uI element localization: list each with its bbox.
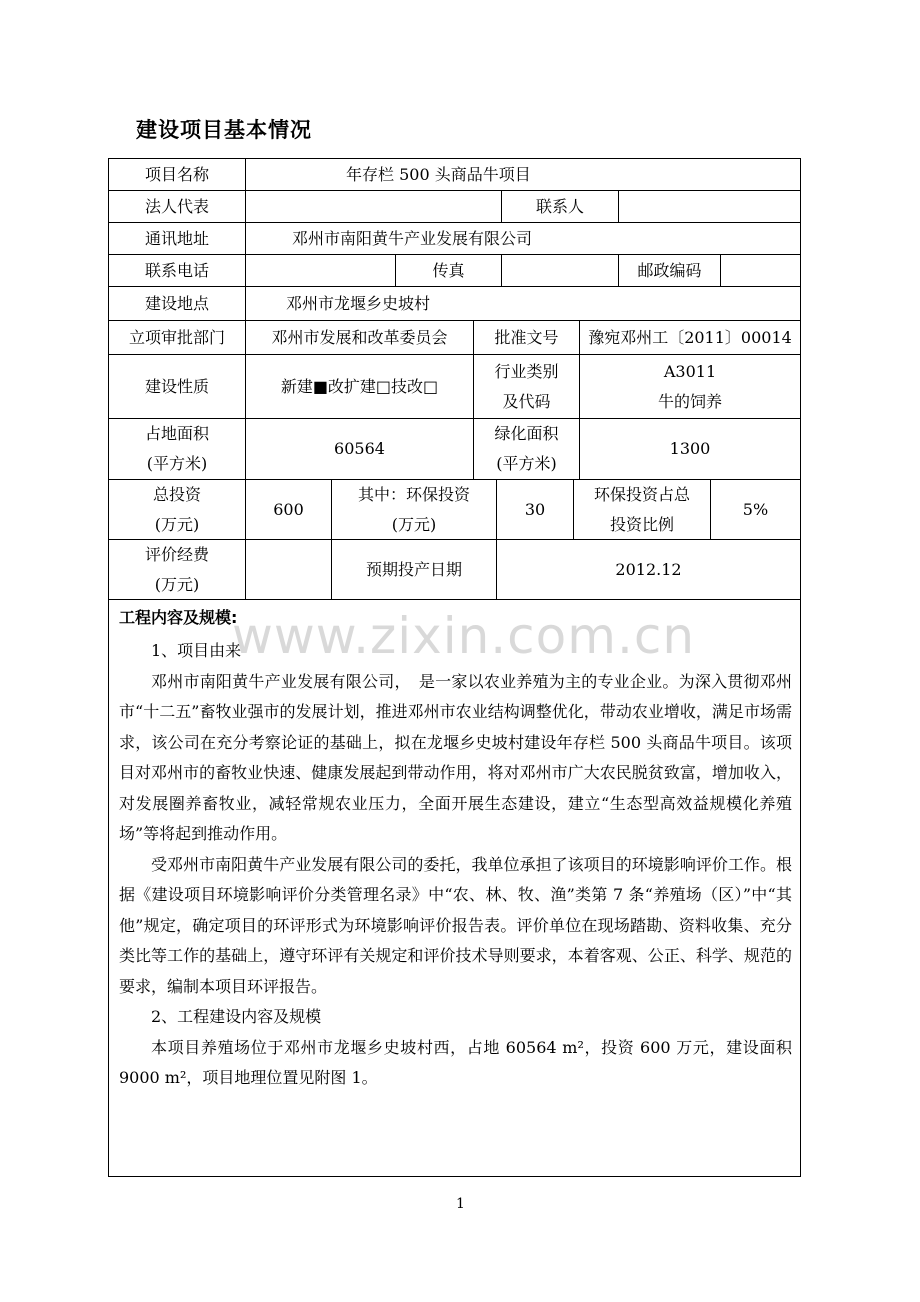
green-label-line2: (平方米) <box>496 454 557 473</box>
paragraph-commission: 受邓州市南阳黄牛产业发展有限公司的委托，我单位承担了该项目的环境影响评价工作。根据《建设项目环境影响评价分类管理名录》中“农、林、牧、渔”类第 7 条“养殖场（区）”中“其他”规定，确定项目的环评形式为环境影响评价报告表。评价单位在现场踏勘、资料收集、充分类比等工作的基础上，遵守环评有关规定和评价技术导则要求，本着客观、公正、科学、规范的要求，编制本项目环评报告。 <box>119 854 792 996</box>
prod-date-value: 2012.12 <box>497 540 800 600</box>
industry-label-line2: 及代码 <box>502 391 551 411</box>
nature-value: 新建■改扩建□技改□ <box>246 355 474 419</box>
env-ratio-label-line1: 环保投资占总 <box>593 484 690 504</box>
area-label-line2: (平方米) <box>146 454 208 473</box>
section-title: 工程内容及规模: <box>119 608 238 627</box>
page-number: 1 <box>456 1196 465 1212</box>
project-name-label: 项目名称 <box>109 159 246 191</box>
subheading-origin: 1、项目由来 <box>151 641 242 660</box>
approval-no-label: 批准文号 <box>474 321 580 355</box>
industry-name: 牛的饲养 <box>657 391 722 411</box>
legal-rep-label: 法人代表 <box>109 191 246 223</box>
env-invest-label-line2: (万元) <box>391 514 437 534</box>
fee-label <box>109 540 246 600</box>
watermark: www.zixin.com.cn <box>232 607 696 665</box>
phone-value <box>246 255 396 287</box>
approval-no-value: 豫宛邓州工〔2011〕00014 <box>580 321 800 355</box>
area-label-line1: 占地面积 <box>144 424 209 443</box>
approval-dept-value: 邓州市发展和改革委员会 <box>246 321 474 355</box>
subheading-scale: 2、工程建设内容及规模 <box>151 1007 322 1026</box>
invest-value: 600 <box>246 480 332 540</box>
prod-date-label: 预期投产日期 <box>332 540 497 600</box>
env-ratio-label-line2: 投资比例 <box>609 514 674 534</box>
env-ratio-value: 5% <box>711 480 800 540</box>
nature-label: 建设性质 <box>109 355 246 419</box>
invest-label-line1: 总投资 <box>152 484 201 504</box>
project-name-value: 年存栏 500 头商品牛项目 <box>246 159 800 191</box>
contact-value <box>619 191 800 223</box>
paragraph-origin: 邓州市南阳黄牛产业发展有限公司， 是一家以农业养殖为主的专业企业。为深入贯彻邓州市“十二五”畜牧业强市的发展计划，推进邓州市农业结构调整优化，带动农业增收，满足市场需求，该公司在充分考察论证的基础上，拟在龙堰乡史坡村建设年存栏 500 头商品牛项目。该项目对邓州市的畜牧业快速、健康发展起到带动作用，将对邓州市广大农民脱贫致富，增加收入，对发展圈养畜牧业，减轻常规农业压力，全面开展生态建设，建立“生态型高效益规模化养殖场”等将起到推动作用。 <box>119 671 792 843</box>
area-value: 60564 <box>246 419 474 480</box>
postcode-label: 邮政编码 <box>619 255 721 287</box>
postcode-value <box>721 255 800 287</box>
paragraph-scale: 本项目养殖场位于邓州市龙堰乡史坡村西，占地 60564 m²，投资 600 万元，建设面积 9000 m²，项目地理位置见附图 1。 <box>119 1037 792 1087</box>
fax-value <box>502 255 619 287</box>
site-label: 建设地点 <box>109 287 246 321</box>
page-title: 建设项目基本情况 <box>136 118 312 142</box>
area-label <box>109 419 246 480</box>
project-content <box>109 600 800 1176</box>
green-label <box>474 419 580 480</box>
site-value: 邓州市龙堰乡史坡村 <box>246 287 800 321</box>
fax-label: 传真 <box>396 255 502 287</box>
address-value: 邓州市南阳黄牛产业发展有限公司 <box>246 223 800 255</box>
green-label-line1: 绿化面积 <box>494 424 559 443</box>
green-value: 1300 <box>580 419 800 480</box>
address-label: 通讯地址 <box>109 223 246 255</box>
env-invest-label-line1: 其中：环保投资 <box>357 484 470 504</box>
fee-label-line2: (万元) <box>154 574 200 594</box>
env-ratio-label <box>574 480 711 540</box>
invest-label <box>109 480 246 540</box>
phone-label: 联系电话 <box>109 255 246 287</box>
industry-label-line1: 行业类别 <box>494 361 559 381</box>
industry-value <box>580 355 800 419</box>
industry-label <box>474 355 580 419</box>
env-invest-value: 30 <box>497 480 574 540</box>
contact-label: 联系人 <box>502 191 619 223</box>
legal-rep-value <box>246 191 502 223</box>
approval-dept-label: 立项审批部门 <box>109 321 246 355</box>
invest-label-line2: (万元) <box>154 514 200 534</box>
industry-code: A3011 <box>663 361 717 381</box>
info-table <box>108 158 801 1177</box>
env-invest-label <box>332 480 497 540</box>
fee-value <box>246 540 332 600</box>
fee-label-line1: 评价经费 <box>144 544 209 564</box>
